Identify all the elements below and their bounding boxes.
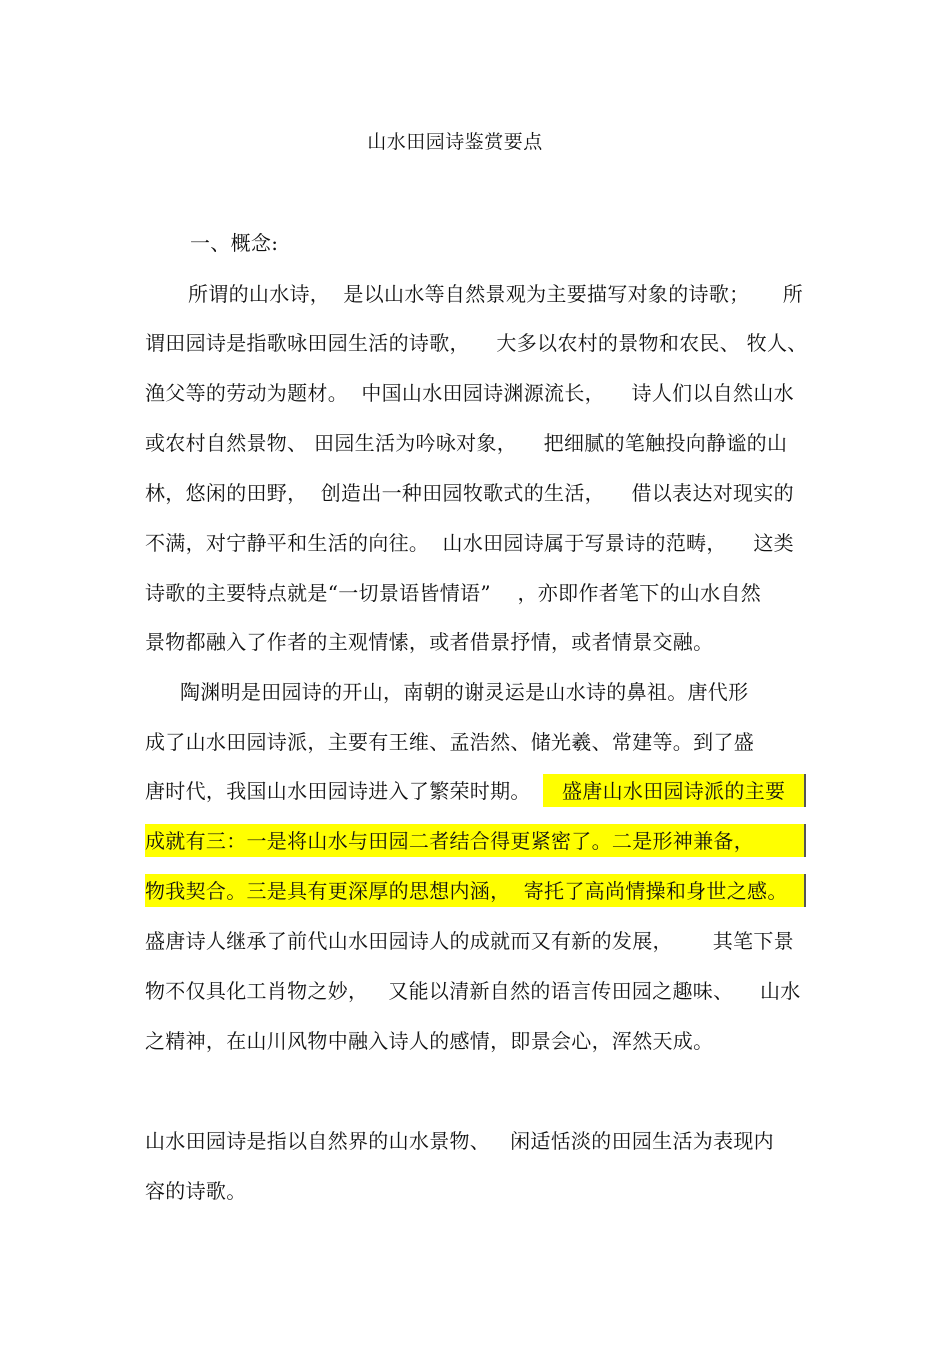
paragraph2-line: 成了山水田园诗派，主要有王维、孟浩然、储光羲、常建等。到了盛 bbox=[145, 730, 754, 754]
paragraph2-line: 盛唐诗人继承了前代山水田园诗人的成就而又有新的发展， 其笔下景 bbox=[145, 929, 794, 953]
document-title: 山水田园诗鉴赏要点 bbox=[367, 131, 543, 153]
paragraph2-line: 之精神，在山川风物中融入诗人的感情，即景会心，浑然天成。 bbox=[145, 1029, 714, 1053]
paragraph1-line: 谓田园诗是指歌咏田园生活的诗歌， 大多以农村的景物和农民、 牧人、 bbox=[145, 331, 808, 355]
paragraph2-line: 唐时代，我国山水田园诗进入了繁荣时期。 bbox=[145, 779, 531, 803]
highlighted-text: 物我契合。三是具有更深厚的思想内涵， 寄托了高尚情操和身世之感。 bbox=[145, 879, 788, 903]
paragraph1-line: 诗歌的主要特点就是“一切景语皆情语” ，亦即作者笔下的山水自然 bbox=[145, 581, 762, 605]
highlight-edge bbox=[804, 824, 806, 857]
paragraph3-line: 山水田园诗是指以自然界的山水景物、 闲适恬淡的田园生活为表现内 bbox=[145, 1129, 774, 1153]
paragraph3-line: 容的诗歌。 bbox=[145, 1179, 247, 1203]
highlight-edge bbox=[804, 874, 806, 907]
highlight-edge bbox=[804, 774, 806, 807]
paragraph1-line: 渔父等的劳动为题材。 中国山水田园诗渊源流长， 诗人们以自然山水 bbox=[145, 381, 794, 405]
section-heading: 一、概念: bbox=[190, 231, 279, 255]
paragraph2-line: 陶渊明是田园诗的开山，南朝的谢灵运是山水诗的鼻祖。唐代形 bbox=[180, 680, 749, 704]
paragraph1-line: 所谓的山水诗， 是以山水等自然景观为主要描写对象的诗歌； 所 bbox=[188, 282, 804, 306]
highlighted-text: 成就有三：一是将山水与田园二者结合得更紧密了。二是形神兼备， bbox=[145, 829, 754, 853]
paragraph1-line: 不满，对宁静平和生活的向往。 山水田园诗属于写景诗的范畴， 这类 bbox=[145, 531, 794, 555]
paragraph1-line: 景物都融入了作者的主观情愫，或者借景抒情，或者情景交融。 bbox=[145, 630, 714, 654]
paragraph1-line: 林，悠闲的田野， 创造出一种田园牧歌式的生活， 借以表达对现实的 bbox=[145, 481, 794, 505]
highlighted-text: 盛唐山水田园诗派的主要 bbox=[562, 779, 786, 803]
paragraph2-line: 物不仅具化工肖物之妙， 又能以清新自然的语言传田园之趣味、 山水 bbox=[145, 979, 801, 1003]
paragraph1-line: 或农村自然景物、 田园生活为吟咏对象， 把细腻的笔触投向静谧的山 bbox=[145, 431, 788, 455]
